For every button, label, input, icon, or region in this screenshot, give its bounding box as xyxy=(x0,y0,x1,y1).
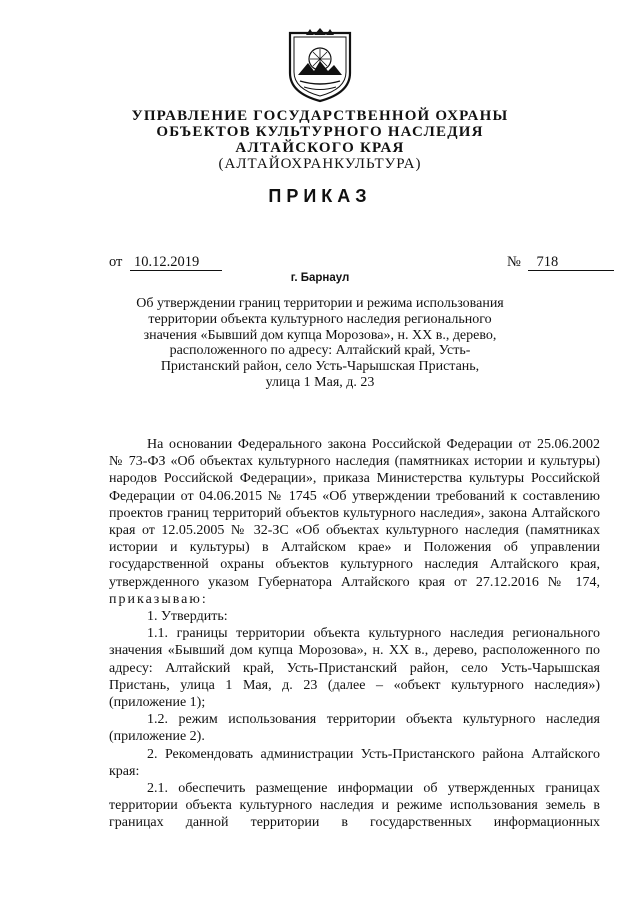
document-number: 718 xyxy=(528,254,614,271)
org-name-line-2: ОБЪЕКТОВ КУЛЬТУРНОГО НАСЛЕДИЯ xyxy=(156,124,484,140)
document-type-title: ПРИКАЗ xyxy=(268,186,372,206)
subject-line: значения «Бывший дом купца Морозова», н. XX в., дерево, xyxy=(143,327,497,343)
number-prefix: № xyxy=(507,254,521,270)
date-prefix: от xyxy=(109,254,123,270)
intro-paragraph xyxy=(109,436,600,608)
clause-2: 2. Рекомендовать администрации Усть-Пристанского района Алтайского края: xyxy=(109,746,600,779)
subject-line: территории объекта культурного наследия регионального xyxy=(148,311,492,327)
org-name-line-3: АЛТАЙСКОГО КРАЯ xyxy=(235,140,405,156)
clause-1-1: 1.1. границы территории объекта культурного наследия регионального значения «Бывший дом купца Морозова», н. XX в., дерево, расположенного по адресу: Алтайский край, Усть-Пристанский район, село Усть-Чарышская Пристань, улица 1 Мая, д. 23 (далее – «объект культурного наследия») (приложение 1); xyxy=(109,626,600,711)
city-label: г. Барнаул xyxy=(290,272,350,284)
document-date: 10.12.2019 xyxy=(130,254,222,271)
coat-of-arms-emblem xyxy=(284,25,356,103)
order-word: приказываю: xyxy=(109,591,208,607)
document-number-row xyxy=(507,254,614,271)
document-date-row xyxy=(109,254,222,271)
subject-line: улица 1 Мая, д. 23 xyxy=(265,374,375,390)
intro-text: На основании Федерального закона Российской Федерации от 25.06.2002 № 73-ФЗ «Об объектах культурного наследия (памятниках истории и культуры) народов Российской Федерации», приказа Министерства культуры Российской Федерации от 04.06.2015 № 1745 «Об утверждении требований к составлению проектов границ территорий объектов культурного наследия», закона Алтайского края от 12.05.2005 № 32-ЗС «Об объектах культурного наследия (памятниках истории и культуры) в Алтайском крае» и Положения об управлении государственной охраны объектов культурного наследия Алтайского края, утвержденного указом Губернатора Алтайского края от 27.12.2016 № 174, xyxy=(109,437,600,590)
org-name-line-1: УПРАВЛЕНИЕ ГОСУДАРСТВЕННОЙ ОХРАНЫ xyxy=(131,108,509,124)
subject-line: расположенного по адресу: Алтайский край, Усть- xyxy=(169,343,471,359)
clause-2-1: 2.1. обеспечить размещение информации об утвержденных границах территории объекта культурного наследия и режиме использования земель в границах данной территории в государственных информационных xyxy=(109,781,600,831)
org-abbreviation: (АЛТАЙОХРАНКУЛЬТУРА) xyxy=(218,156,422,172)
document-subject xyxy=(130,296,510,391)
document-body xyxy=(109,436,600,832)
clause-1: 1. Утвердить: xyxy=(147,609,228,625)
clause-1-2: 1.2. режим использования территории объекта культурного наследия (приложение 2). xyxy=(109,712,600,745)
subject-line: Об утверждении границ территории и режима использования xyxy=(136,296,504,311)
subject-line: Пристанский район, село Усть-Чарышская Пристань, xyxy=(160,359,480,375)
